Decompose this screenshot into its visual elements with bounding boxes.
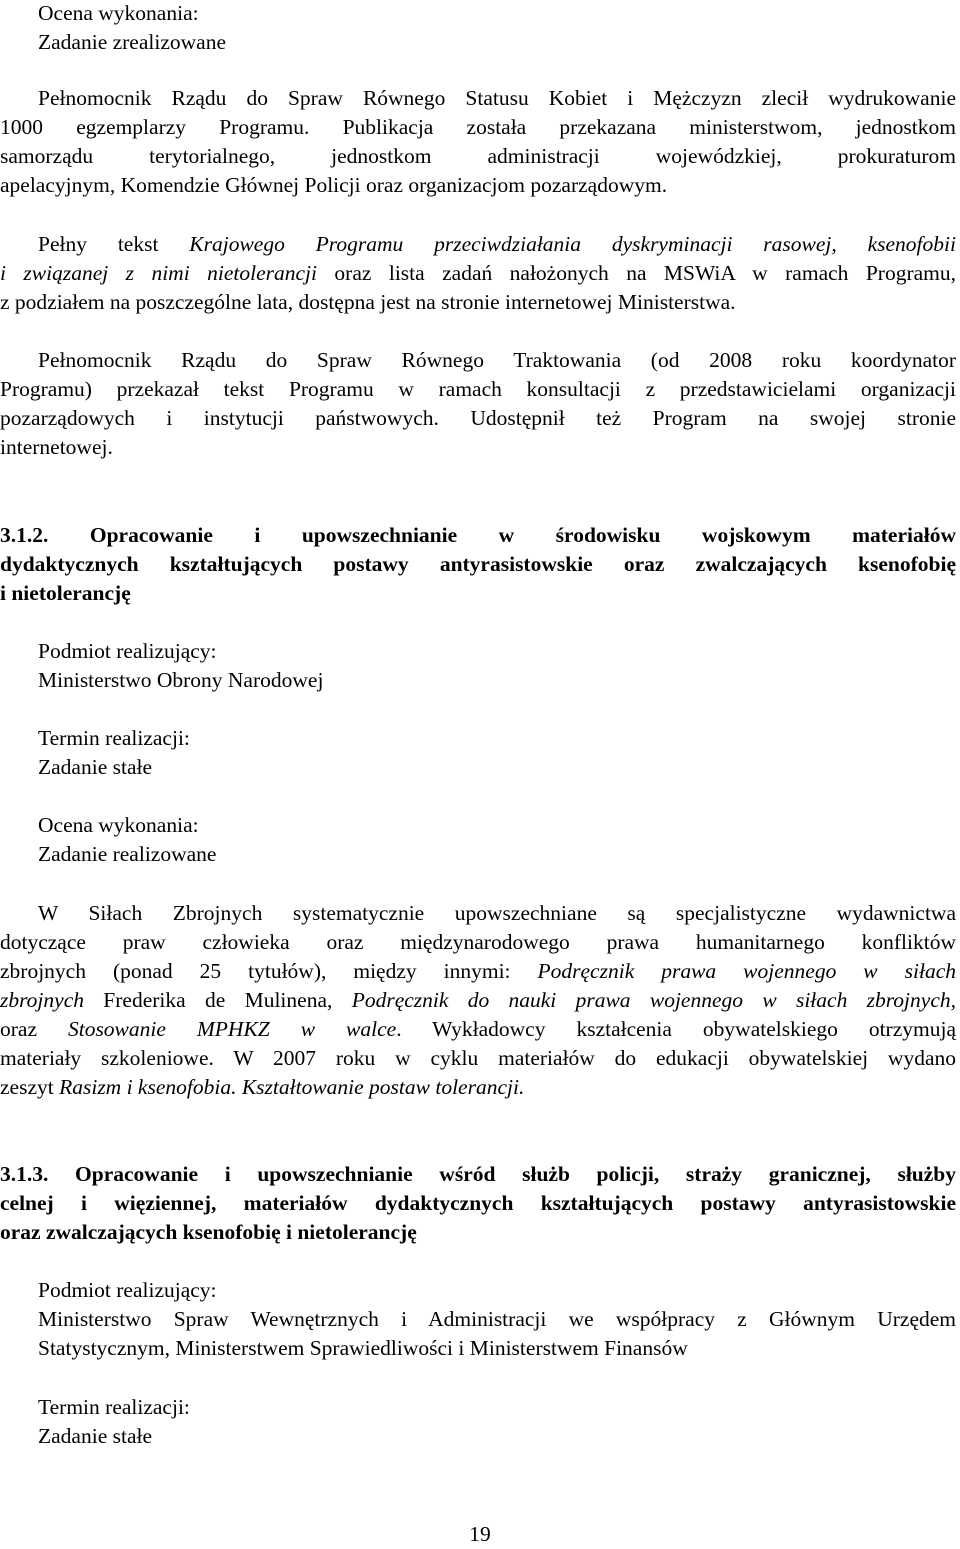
para4-l3-a: zbrojnych (ponad 25 tytułów), między innymi:	[0, 959, 538, 983]
paragraph-pelnomocnik-traktowania	[0, 346, 956, 462]
section313-line3: oraz zwalczających ksenofobię i nietolerancję	[0, 1220, 417, 1244]
book-title-podrecznik-prawa: Podręcznik prawa wojennego w siłach	[537, 959, 956, 983]
para3-line2: Programu) przekazał tekst Programu w ramach konsultacji z przedstawicielami organizacji	[0, 377, 956, 401]
para4-line4	[0, 986, 956, 1015]
paragraph-pelny-tekst	[0, 230, 956, 317]
para2-l2-b: oraz lista zadań nałożonych na MSWiA w ramach Programu,	[316, 261, 957, 285]
program-title-part2: i związanej z nimi nietolerancji	[0, 261, 317, 285]
ocena-label: Ocena wykonania:	[38, 813, 199, 837]
section-heading-3-1-2	[0, 521, 956, 608]
section313-line2: celnej i więziennej, materiałów dydaktycznych kształtujących postawy antyrasistowskie	[0, 1191, 956, 1215]
para4-l7-a: zeszyt	[0, 1075, 60, 1099]
ocena-label: Ocena wykonania:	[38, 1, 199, 25]
para2-line3: z podziałem na poszczególne lata, dostępna jest na stronie internetowej Ministerstwa.	[0, 290, 736, 314]
para2-line2	[0, 259, 956, 288]
ocena-value: Zadanie realizowane	[38, 842, 217, 866]
section-heading-3-1-3	[0, 1160, 956, 1247]
para2-l1-a: Pełny tekst	[38, 232, 190, 256]
section312-line3: i nietolerancję	[0, 581, 131, 605]
para1-line2: 1000 egzemplarzy Programu. Publikacja została przekazana ministerstwom, jednostkom	[0, 115, 956, 139]
termin-value: Zadanie stałe	[38, 755, 153, 779]
section313-line1: 3.1.3. Opracowanie i upowszechnianie wśród służb policji, straży granicznej, służby	[0, 1162, 956, 1186]
program-title-part1: Krajowego Programu przeciwdziałania dyskryminacji rasowej, ksenofobii	[189, 232, 956, 256]
para2-line1	[0, 230, 956, 259]
termin-block-3	[0, 1393, 960, 1451]
podmiot-value-line1: Ministerstwo Spraw Wewnętrznych i Administracji we współpracy z Głównym Urzędem	[38, 1307, 956, 1331]
section312-line2: dydaktycznych kształtujących postawy antyrasistowskie oraz zwalczających ksenofobię	[0, 552, 956, 576]
ocena-block-2	[0, 811, 960, 869]
termin-value: Zadanie stałe	[38, 1424, 153, 1448]
podmiot-value: Ministerstwo Obrony Narodowej	[38, 668, 324, 692]
book-title-stosowanie: Stosowanie MPHKZ w walce	[67, 1017, 397, 1041]
para1-line4: apelacyjnym, Komendzie Głównej Policji oraz organizacjom pozarządowym.	[0, 173, 668, 197]
para4-line2: dotyczące praw człowieka oraz międzynarodowego prawa humanitarnego konfliktów	[0, 930, 956, 954]
para4-line7	[0, 1073, 956, 1102]
book-title-rasizm: Rasizm i ksenofobia. Kształtowanie postaw tolerancji.	[59, 1075, 525, 1099]
termin-label: Termin realizacji:	[38, 1395, 190, 1419]
ocena-value: Zadanie zrealizowane	[38, 30, 226, 54]
podmiot-block-3	[0, 1276, 956, 1363]
ocena-block-1	[0, 0, 960, 57]
termin-label: Termin realizacji:	[38, 726, 190, 750]
para4-line5	[0, 1015, 956, 1044]
para3-line3: pozarządowych i instytucji państwowych. Udostępnił też Program na swojej stronie	[0, 406, 956, 430]
section312-line1: 3.1.2. Opracowanie i upowszechnianie w środowisku wojskowym materiałów	[0, 523, 956, 547]
para1-line3: samorządu terytorialnego, jednostkom administracji wojewódzkiej, prokuraturom	[0, 144, 956, 168]
podmiot-label: Podmiot realizujący:	[38, 1278, 217, 1302]
paragraph-pelnomocnik-statusu	[0, 84, 956, 200]
podmiot-value-line2: Statystycznym, Ministerstwem Sprawiedliwości i Ministerstwem Finansów	[38, 1336, 688, 1360]
para4-l4-b: Frederika de Mulinena,	[84, 988, 352, 1012]
para4-l5-a: oraz	[0, 1017, 68, 1041]
podmiot-label: Podmiot realizujący:	[38, 639, 217, 663]
para3-line4: internetowej.	[0, 435, 113, 459]
para4-line3	[0, 957, 956, 986]
para3-line1: Pełnomocnik Rządu do Spraw Równego Traktowania (od 2008 roku koordynator	[38, 348, 956, 372]
podmiot-block-2	[0, 637, 960, 695]
para1-line1: Pełnomocnik Rządu do Spraw Równego Statusu Kobiet i Mężczyzn zlecił wydrukowanie	[38, 86, 956, 110]
book-title-podrecznik-nauki: Podręcznik do nauki prawa wojennego w siłach zbrojnych,	[351, 988, 956, 1012]
para4-line6: materiały szkoleniowe. W 2007 roku w cyklu materiałów do edukacji obywatelskiej wydano	[0, 1046, 956, 1070]
page-number: 19	[469, 1522, 491, 1546]
para4-l5-c: . Wykładowcy kształcenia obywatelskiego otrzymują	[396, 1017, 956, 1041]
para4-line1: W Siłach Zbrojnych systematycznie upowszechniane są specjalistyczne wydawnictwa	[38, 901, 956, 925]
paragraph-sily-zbrojne	[0, 899, 956, 1102]
termin-block-2	[0, 724, 960, 782]
book-title-zbrojnych: zbrojnych	[0, 988, 84, 1012]
